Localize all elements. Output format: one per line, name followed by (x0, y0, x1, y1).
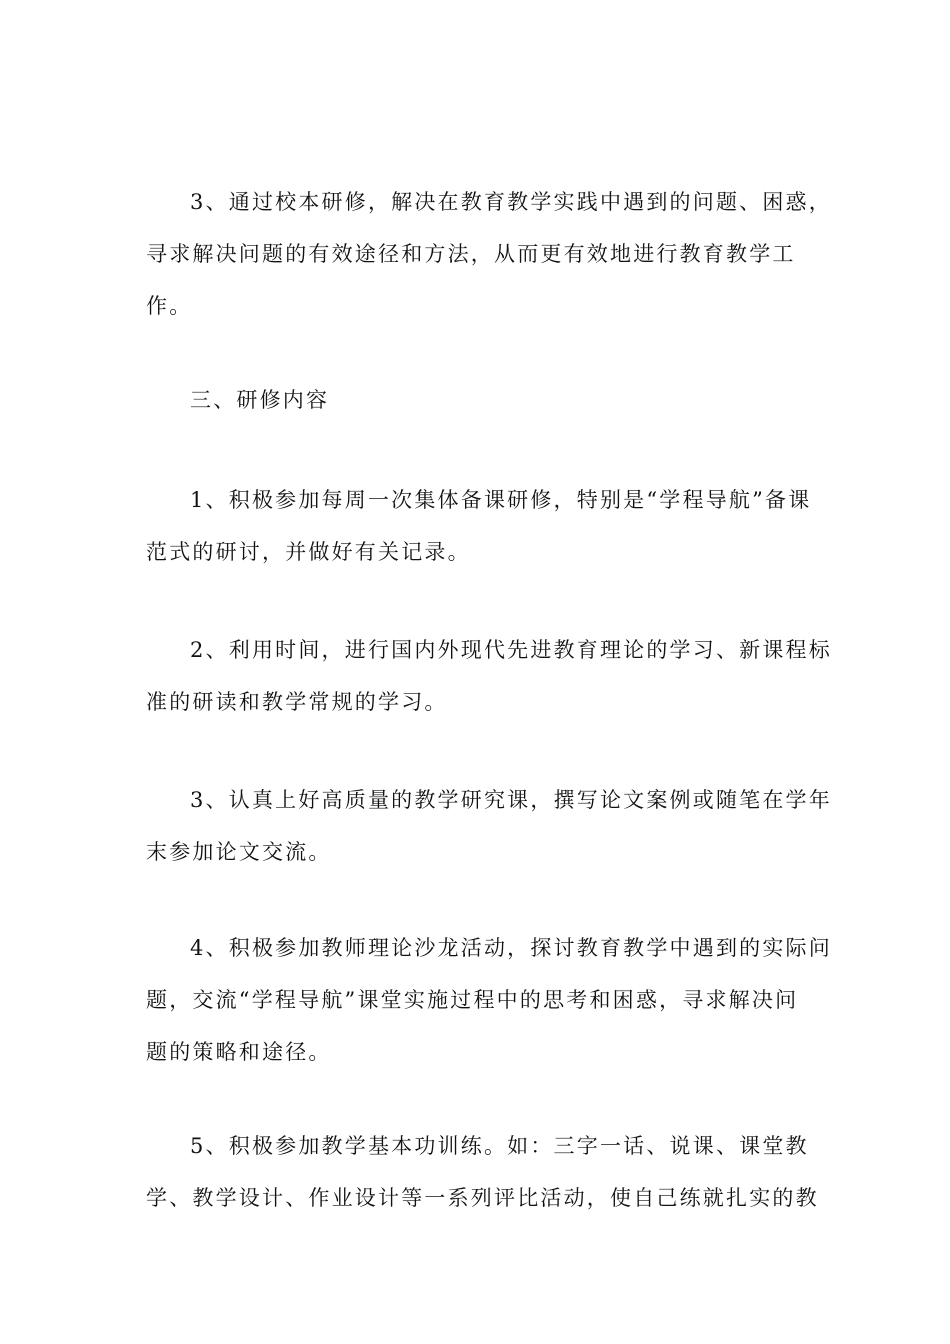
section-heading (146, 374, 808, 426)
paragraph-content-1 (146, 474, 812, 578)
paragraph-content-5 (146, 1120, 819, 1224)
text-line: 末参加论文交流。 (146, 840, 332, 864)
text-line: 作。 (146, 294, 193, 318)
text-line: 2、利用时间，进行国内外现代先进教育理论的学习、新课程标 (190, 638, 832, 662)
text-line: 4、积极参加教师理论沙龙活动，探讨教育教学中遇到的实际问 (190, 936, 832, 960)
paragraph-content-2 (146, 624, 832, 728)
heading-text: 三、研修内容 (190, 388, 330, 412)
paragraph-goal-3 (146, 176, 832, 332)
text-line: 3、通过校本研修，解决在教育教学实践中遇到的问题、困惑， (190, 190, 832, 214)
text-line: 寻求解决问题的有效途径和方法，从而更有效地进行教育教学工 (146, 242, 796, 266)
text-line: 学、教学设计、作业设计等一系列评比活动，使自己练就扎实的教 (146, 1186, 819, 1210)
paragraph-content-3 (146, 774, 832, 878)
text-line: 准的研读和教学常规的学习。 (146, 690, 448, 714)
text-line: 题的策略和途径。 (146, 1040, 332, 1064)
text-line: 5、积极参加教学基本功训练。如：三字一话、说课、课堂教 (190, 1134, 809, 1158)
text-line: 范式的研讨，并做好有关记录。 (146, 540, 471, 564)
text-line: 1、积极参加每周一次集体备课研修，特别是“学程导航”备课 (190, 488, 812, 512)
text-line: 题，交流“学程导航”课堂实施过程中的思考和困惑，寻求解决问 (146, 988, 799, 1012)
paragraph-content-4 (146, 922, 832, 1078)
text-line: 3、认真上好高质量的教学研究课，撰写论文案例或随笔在学年 (190, 788, 832, 812)
